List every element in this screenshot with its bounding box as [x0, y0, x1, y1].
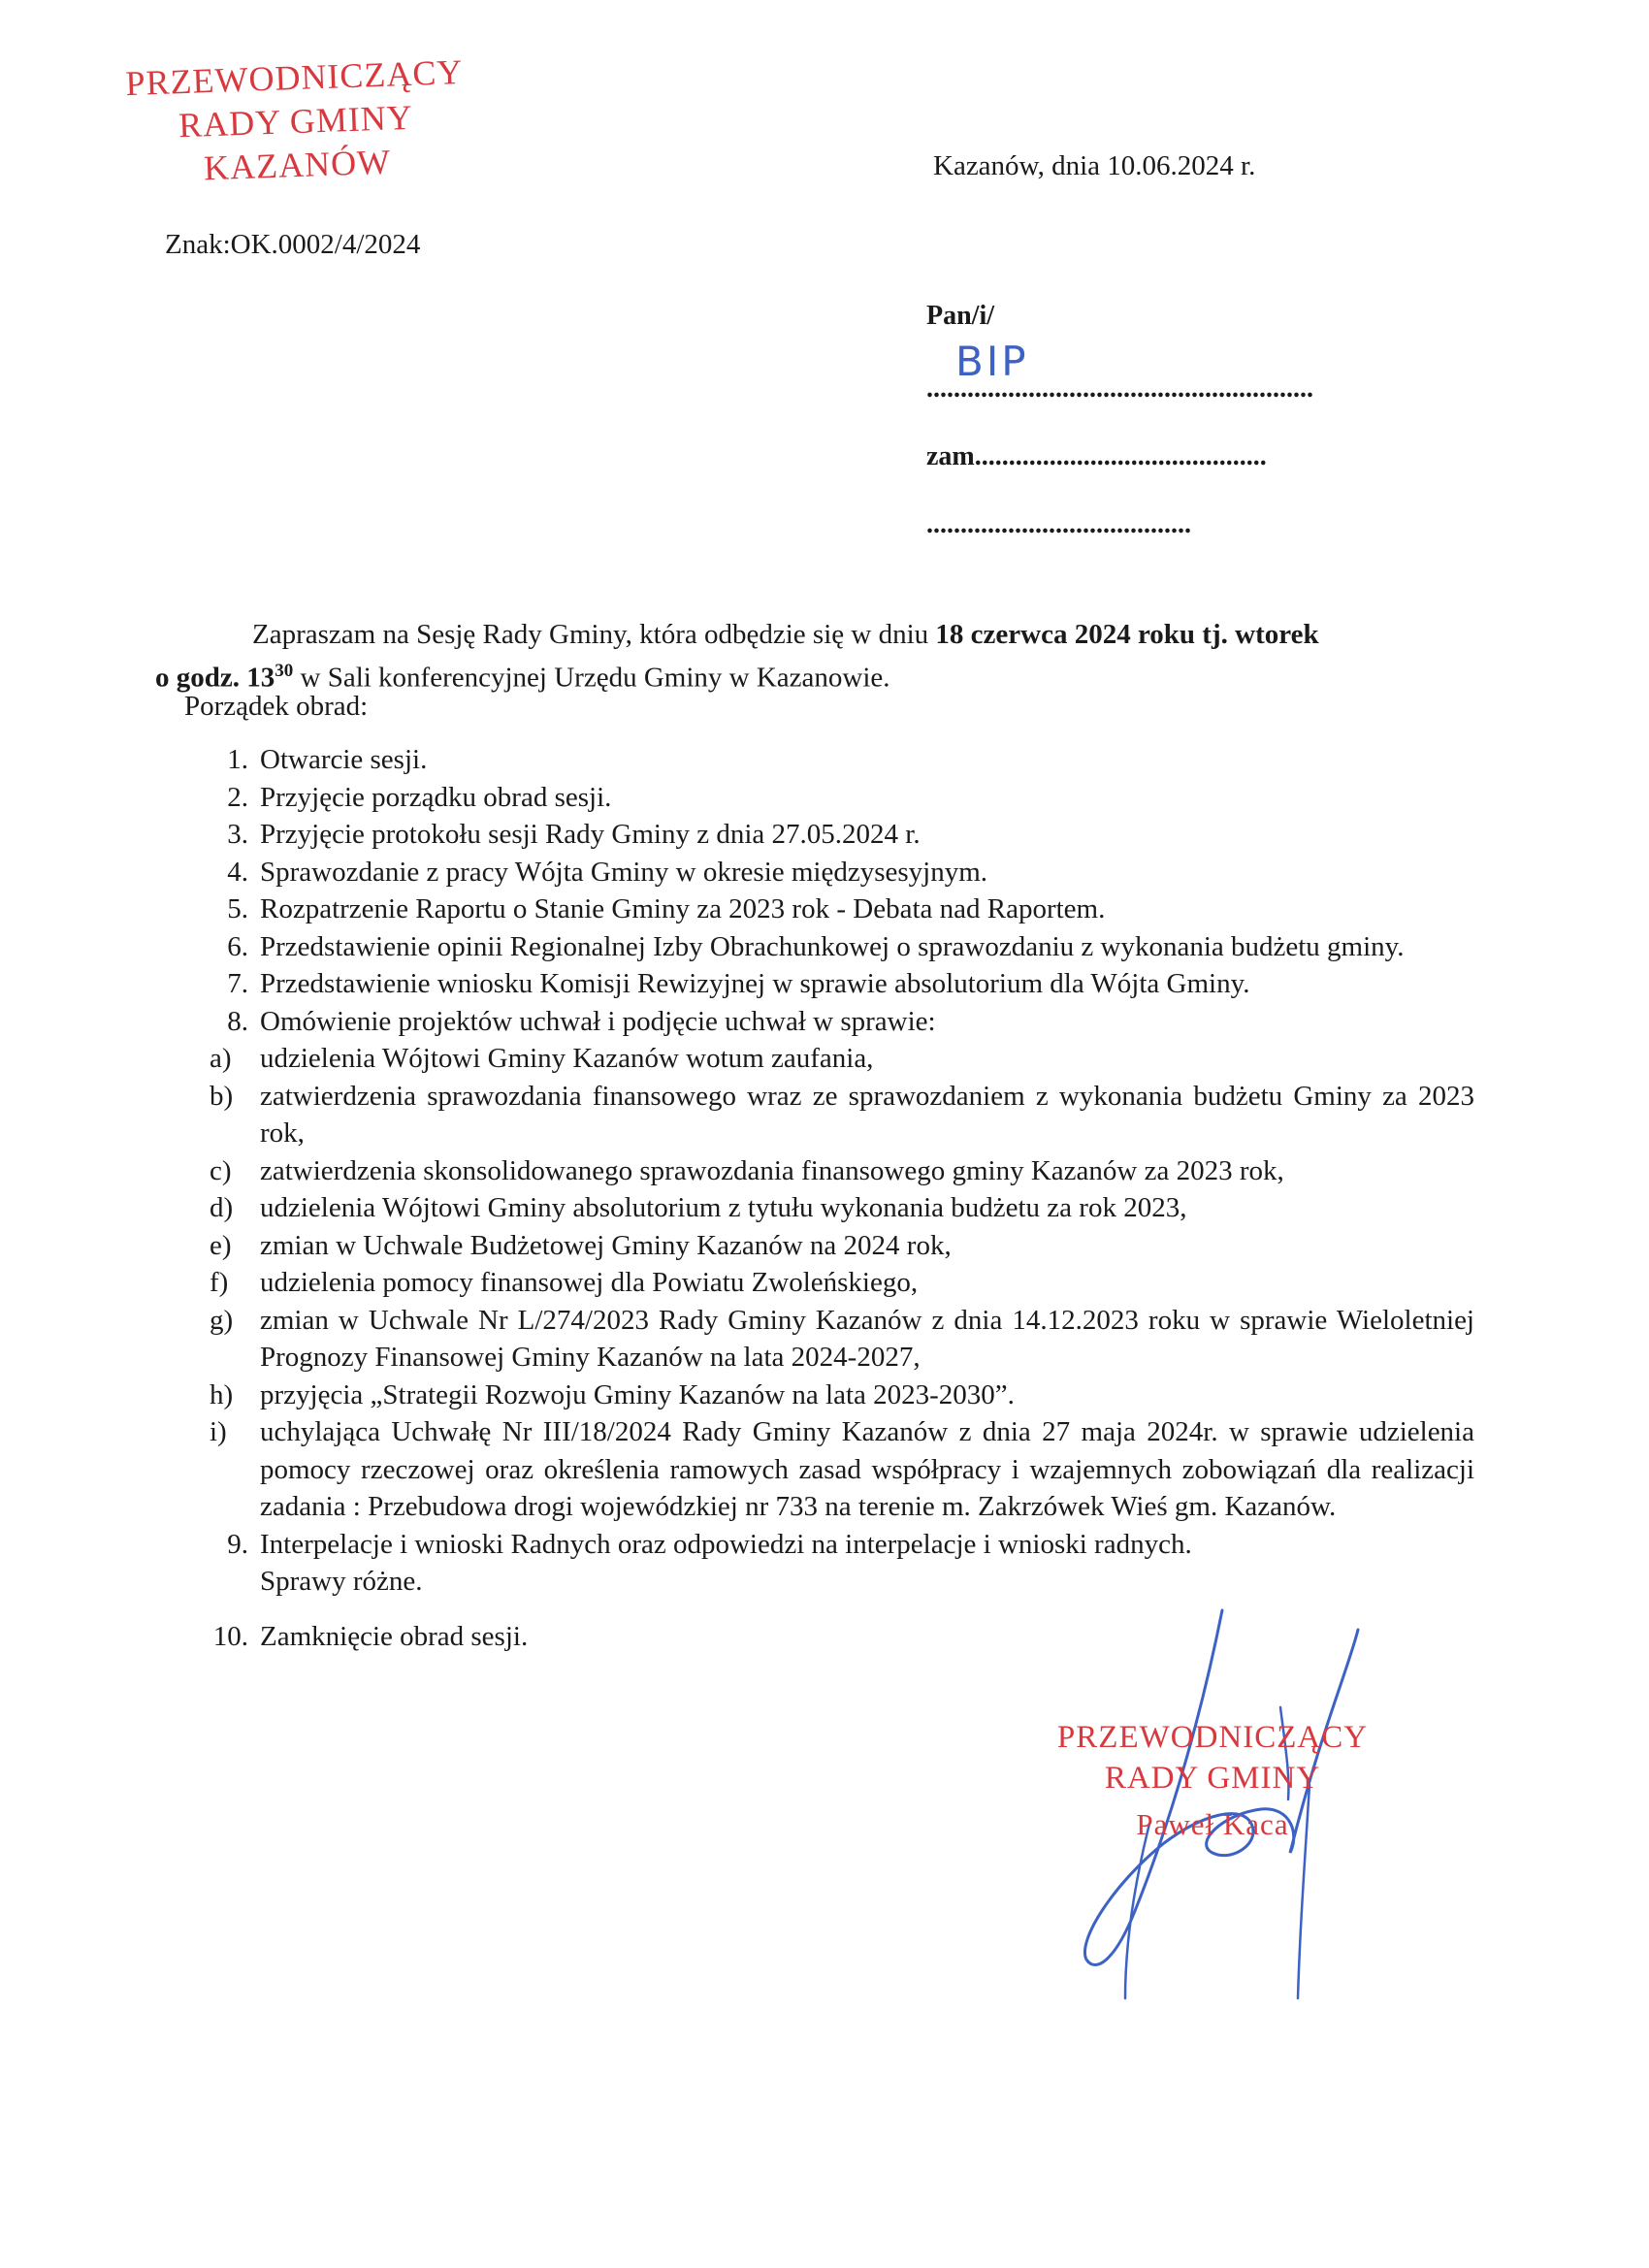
agenda-item-text: zatwierdzenia sprawozdania finansowego wraz ze sprawozdaniem z wykonania budżetu Gminy za 2023 rok,	[260, 1080, 1474, 1149]
agenda-item	[194, 741, 1474, 779]
intro-time-minutes: 30	[275, 661, 294, 681]
document-date: Kazanów, dnia 10.06.2024 r.	[933, 150, 1256, 181]
agenda-item-marker: i)	[210, 1416, 227, 1447]
stamp-bottom-line-2: RADY GMINY	[1104, 1761, 1321, 1796]
stamp-line-1: PRZEWODNICZĄCY	[124, 51, 464, 104]
agenda-item-text: Przedstawienie opinii Regionalnej Izby Obrachunkowej o sprawozdaniu z wykonania budżetu gminy.	[260, 930, 1405, 962]
intro-date-bold: 18 czerwca 2024 roku tj. wtorek	[935, 619, 1319, 650]
agenda-item-marker: 7.	[227, 968, 248, 999]
agenda-item-marker: 10.	[212, 1620, 248, 1652]
agenda-item	[194, 1227, 1474, 1265]
agenda-item-text: Przyjęcie porządku obrad sesji.	[260, 781, 612, 813]
name-dots: .........................................................	[926, 373, 1313, 404]
agenda-item-text: Sprawozdanie z pracy Wójta Gminy w okresie międzysesyjnym.	[260, 856, 988, 888]
agenda-item-text: udzielenia pomocy finansowej dla Powiatu Zwoleńskiego,	[260, 1267, 919, 1298]
agenda-item-text: udzielenia Wójtowi Gminy Kazanów wotum zaufania,	[260, 1043, 874, 1074]
addressee-address-line	[926, 441, 1267, 472]
agenda-item-marker: e)	[210, 1229, 232, 1261]
agenda-item-marker: 8.	[227, 1005, 248, 1037]
agenda-item-text: Przyjęcie protokołu sesji Rady Gminy z dnia 27.05.2024 r.	[260, 819, 921, 850]
stamp-bottom-name: Paweł Kaca	[1136, 1807, 1289, 1841]
zam-dots: ...........................................	[974, 441, 1267, 471]
agenda-item	[194, 779, 1474, 817]
agenda-item	[194, 1377, 1474, 1414]
agenda-item-marker: c)	[210, 1154, 232, 1186]
agenda-item	[194, 854, 1474, 891]
agenda-item-text: Interpelacje i wnioski Radnych oraz odpowiedzi na interpelacje i wnioski radnych.	[260, 1528, 1192, 1560]
agenda-item	[194, 1152, 1474, 1190]
agenda-item	[194, 1078, 1474, 1152]
agenda-item-marker: 1.	[227, 744, 248, 775]
zam-label: zam	[926, 441, 975, 471]
intro-time-bold: o godz. 13	[155, 662, 275, 694]
intro-text-2: w Sali konferencyjnej Urzędu Gminy w Kazanowie.	[293, 662, 890, 694]
invitation-paragraph	[155, 616, 1474, 697]
agenda-item-text: zmian w Uchwale Budżetowej Gminy Kazanów na 2024 rok,	[260, 1229, 952, 1261]
agenda-item-marker: d)	[210, 1192, 234, 1223]
agenda-item	[194, 1302, 1474, 1377]
stamp-line-2: RADY GMINY	[178, 97, 414, 146]
agenda-item	[194, 1413, 1474, 1526]
agenda-item-text: Przedstawienie wniosku Komisji Rewizyjnej w sprawie absolutorium dla Wójta Gminy.	[260, 968, 1250, 999]
agenda-item-marker: 2.	[227, 781, 248, 813]
stamp-chairman-top	[114, 50, 477, 194]
agenda-item-marker: 5.	[227, 893, 248, 924]
agenda-item-text: Sprawy różne.	[260, 1566, 423, 1597]
intro-text-1: Zapraszam na Sesję Rady Gminy, która odbędzie się w dniu	[252, 619, 936, 650]
agenda-item	[194, 965, 1474, 1003]
agenda-item	[194, 1040, 1474, 1078]
reference-number: Znak:OK.0002/4/2024	[165, 229, 421, 260]
agenda-item	[194, 1003, 1474, 1041]
agenda-item-marker: f)	[210, 1267, 229, 1298]
agenda-item-marker: g)	[210, 1304, 234, 1336]
agenda-item-marker: 3.	[227, 819, 248, 850]
agenda-item	[194, 1526, 1474, 1564]
agenda-item-marker: a)	[210, 1043, 232, 1074]
agenda-item	[194, 816, 1474, 854]
agenda-item-marker: 4.	[227, 856, 248, 888]
addressee-name-handwritten: BIP	[955, 338, 1029, 385]
agenda-item	[194, 928, 1474, 966]
agenda-item	[194, 891, 1474, 928]
agenda-item-text: zatwierdzenia skonsolidowanego sprawozdania finansowego gminy Kazanów za 2023 rok,	[260, 1154, 1284, 1186]
addressee-title: Pan/i/	[926, 301, 995, 331]
agenda-item	[194, 1189, 1474, 1227]
agenda-item-text: Rozpatrzenie Raportu o Stanie Gminy za 2023 rok - Debata nad Raportem.	[260, 893, 1106, 924]
agenda-item-text: zmian w Uchwale Nr L/274/2023 Rady Gminy Kazanów z dnia 14.12.2023 roku w sprawie Wieloletniej Prognozy Finansowej Gminy Kazanów na lata 2024-2027,	[260, 1304, 1474, 1373]
addressee-name-line	[926, 373, 1313, 405]
addressee-extra-line: .......................................	[926, 509, 1191, 539]
agenda-item-marker: h)	[210, 1378, 234, 1410]
stamp-line-3: KAZANÓW	[203, 142, 392, 188]
agenda-item-text: uchylająca Uchwałę Nr III/18/2024 Rady Gminy Kazanów z dnia 27 maja 2024r. w sprawie udzielenia pomocy rzeczowej oraz określenia ramowych zasad współpracy i wzajemnych zobowiązań dla realizacji zadania : Przebudowa drogi wojewódzkiej nr 733 na terenie m. Zakrzówek Wieś gm. Kazanów.	[260, 1416, 1474, 1522]
stamp-bottom-line-1: PRZEWODNICZĄCY	[1056, 1720, 1369, 1755]
agenda-item	[194, 1264, 1474, 1302]
agenda-item-text: Zamknięcie obrad sesji.	[260, 1620, 529, 1652]
agenda-item-text: Otwarcie sesji.	[260, 744, 428, 775]
agenda-item-marker: b)	[210, 1080, 234, 1112]
agenda-list	[194, 741, 1474, 1655]
agenda-item-text: przyjęcia „Strategii Rozwoju Gminy Kazanów na lata 2023-2030”.	[260, 1378, 1015, 1410]
agenda-item-marker: 6.	[227, 930, 248, 962]
agenda-item-marker: 9.	[227, 1528, 248, 1560]
agenda-item-text: udzielenia Wójtowi Gminy absolutorium z tytułu wykonania budżetu za rok 2023,	[260, 1192, 1187, 1223]
agenda-item-text: Omówienie projektów uchwał i podjęcie uchwał w sprawie:	[260, 1005, 936, 1037]
stamp-chairman-bottom	[1009, 1717, 1416, 1845]
agenda-label: Porządek obrad:	[184, 691, 369, 722]
